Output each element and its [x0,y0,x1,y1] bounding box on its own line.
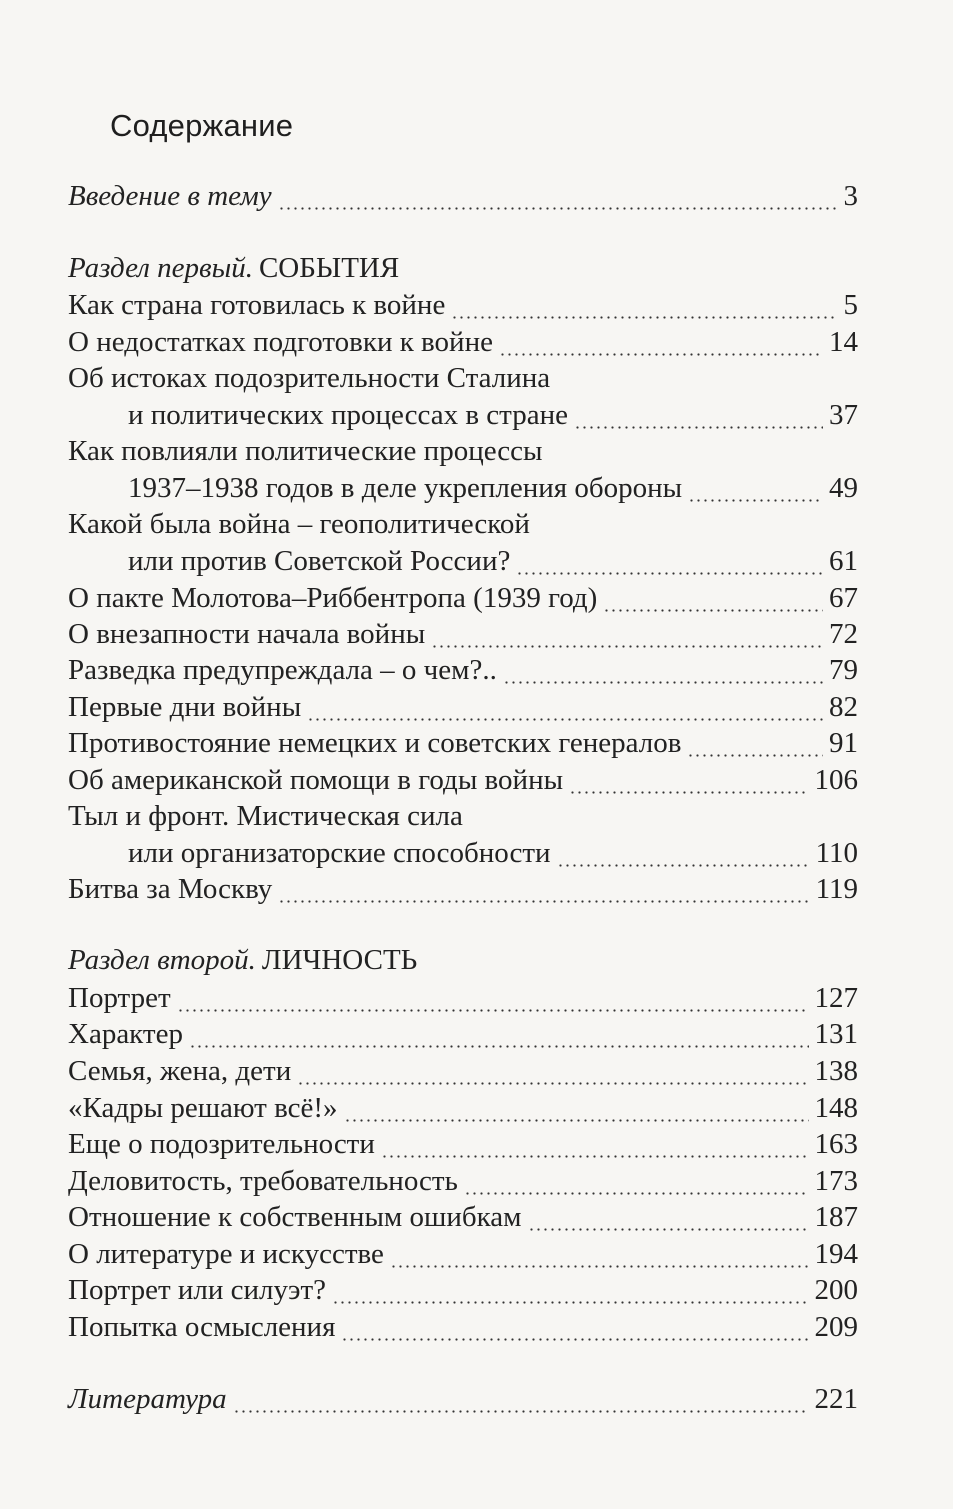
dot-leader [233,1381,809,1417]
toc-entry-label: Портрет [68,982,171,1014]
toc-entry-page: 37 [829,399,858,431]
toc-entry-first-line: Как повлияли политические процессы [68,435,543,467]
toc-entry [68,287,858,323]
toc-entry-label: Деловитость, требовательность [68,1165,458,1197]
toc-entry-label: Битва за Москву [68,873,273,905]
dot-leader [344,1090,809,1126]
dot-leader [307,689,823,725]
toc-entry [68,1199,858,1235]
toc-entry-intro [68,178,858,214]
dot-leader [189,1016,809,1052]
dot-leader [451,287,837,323]
dot-leader [464,1163,809,1199]
toc-entry [68,616,858,652]
dot-leader [499,324,823,360]
toc-entry-page: 131 [814,1018,858,1050]
dot-leader [177,980,809,1016]
toc-entry [68,1053,858,1089]
dot-leader [569,762,808,798]
toc-entry-label: Как страна готовилась к войне [68,289,446,321]
toc-entry [68,871,858,907]
toc-entry-label: Первые дни войны [68,691,302,723]
toc-entry-label: Литература [68,1383,227,1415]
toc-entry-label: и политических процессах в стране [128,399,568,431]
toc-entry-label: «Кадры решают всё!» [68,1092,338,1124]
dot-leader [390,1236,809,1272]
page-title: Содержание [110,108,294,143]
toc-entry-page: 79 [829,654,858,686]
toc-entry-first-line: Тыл и фронт. Мистическая сила [68,800,463,832]
toc-entry-label: или против Советской России? [128,545,511,577]
dot-leader [688,470,823,506]
toc-entry-label: Портрет или силуэт? [68,1274,326,1306]
dot-leader [557,835,810,871]
toc-entry [68,725,858,761]
toc-entry-page: 119 [815,873,858,905]
toc-entry [68,324,858,360]
toc-entry-label: Об американской помощи в годы войны [68,764,564,796]
toc-entry-first-line: Какой была война – геополитической [68,508,530,540]
toc-entry-label: Попытка осмысления [68,1311,336,1343]
dot-leader [503,652,823,688]
toc-entry-page: 187 [814,1201,858,1233]
toc-entry-label: О пакте Молотова–Риббентропа (1939 год) [68,582,598,614]
toc-entry-page: 61 [829,545,858,577]
toc-entry [68,762,858,798]
toc-entry-page: 173 [814,1165,858,1197]
dot-leader [516,543,823,579]
toc-entry-page: 200 [814,1274,858,1306]
toc-entry-page: 110 [815,837,858,869]
toc-entry-page: 5 [843,289,858,321]
toc-entry-page: 14 [829,326,858,358]
toc-entry [128,470,858,506]
section-prefix: Раздел второй. [68,944,256,976]
toc-entry [68,652,858,688]
toc-entry-page: 221 [814,1383,858,1415]
toc-entry-page: 49 [829,472,858,504]
dot-leader [381,1126,809,1162]
toc-entry [68,689,858,725]
dot-leader [687,725,823,761]
dot-leader [574,397,823,433]
toc-entry-page: 72 [829,618,858,650]
section-name: ЛИЧНОСТЬ [261,944,418,976]
toc-entry-first-line: Об истоках подозрительности Сталина [68,362,551,394]
dot-leader [431,616,823,652]
section-prefix: Раздел первый. [68,252,253,284]
toc-entry-label: Отношение к собственным ошибкам [68,1201,522,1233]
dot-leader [332,1272,809,1308]
toc-entry [68,1272,858,1308]
toc-entry-label: 1937–1938 годов в деле укрепления обороны [128,472,683,504]
dot-leader [341,1309,808,1345]
toc-entry [68,1016,858,1052]
toc-entry [68,1309,858,1345]
dot-leader [528,1199,809,1235]
toc-entry [68,1163,858,1199]
toc-entry-page: 91 [829,727,858,759]
toc-entry-label: О литературе и искусстве [68,1238,384,1270]
dot-leader [278,871,809,907]
toc-entry-label: Противостояние немецких и советских генералов [68,727,682,759]
dot-leader [603,580,823,616]
toc-entry-page: 3 [843,180,858,212]
dot-leader [297,1053,808,1089]
toc-entry-page: 194 [814,1238,858,1270]
section-heading [68,942,417,978]
section-heading [68,250,399,286]
toc-entry [128,543,858,579]
toc-entry [68,980,858,1016]
toc-entry-page: 106 [814,764,858,796]
toc-entry-page: 82 [829,691,858,723]
toc-entry-page: 148 [814,1092,858,1124]
toc-entry-page: 209 [814,1311,858,1343]
toc-entry-page: 67 [829,582,858,614]
toc-entry [68,580,858,616]
toc-entry [68,1090,858,1126]
toc-entry [128,397,858,433]
section-name: СОБЫТИЯ [258,252,400,284]
toc-entry-label: или организаторские способности [128,837,551,869]
toc-entry-page: 138 [814,1055,858,1087]
toc-entry-page: 127 [814,982,858,1014]
toc-entry-label: Разведка предупреждала – о чем?.. [68,654,497,686]
toc-entry-page: 163 [814,1128,858,1160]
toc-entry [68,1126,858,1162]
toc-entry-literature [68,1381,858,1417]
toc-entry-label: Семья, жена, дети [68,1055,292,1087]
toc-entry-label: Характер [68,1018,183,1050]
toc-entry [68,1236,858,1272]
toc-entry-label: О недостатках подготовки к войне [68,326,493,358]
toc-entry-label: О внезапности начала войны [68,618,426,650]
toc-entry-label: Введение в тему [68,180,272,212]
toc-entry [128,835,858,871]
dot-leader [278,178,838,214]
toc-entry-label: Еще о подозрительности [68,1128,375,1160]
